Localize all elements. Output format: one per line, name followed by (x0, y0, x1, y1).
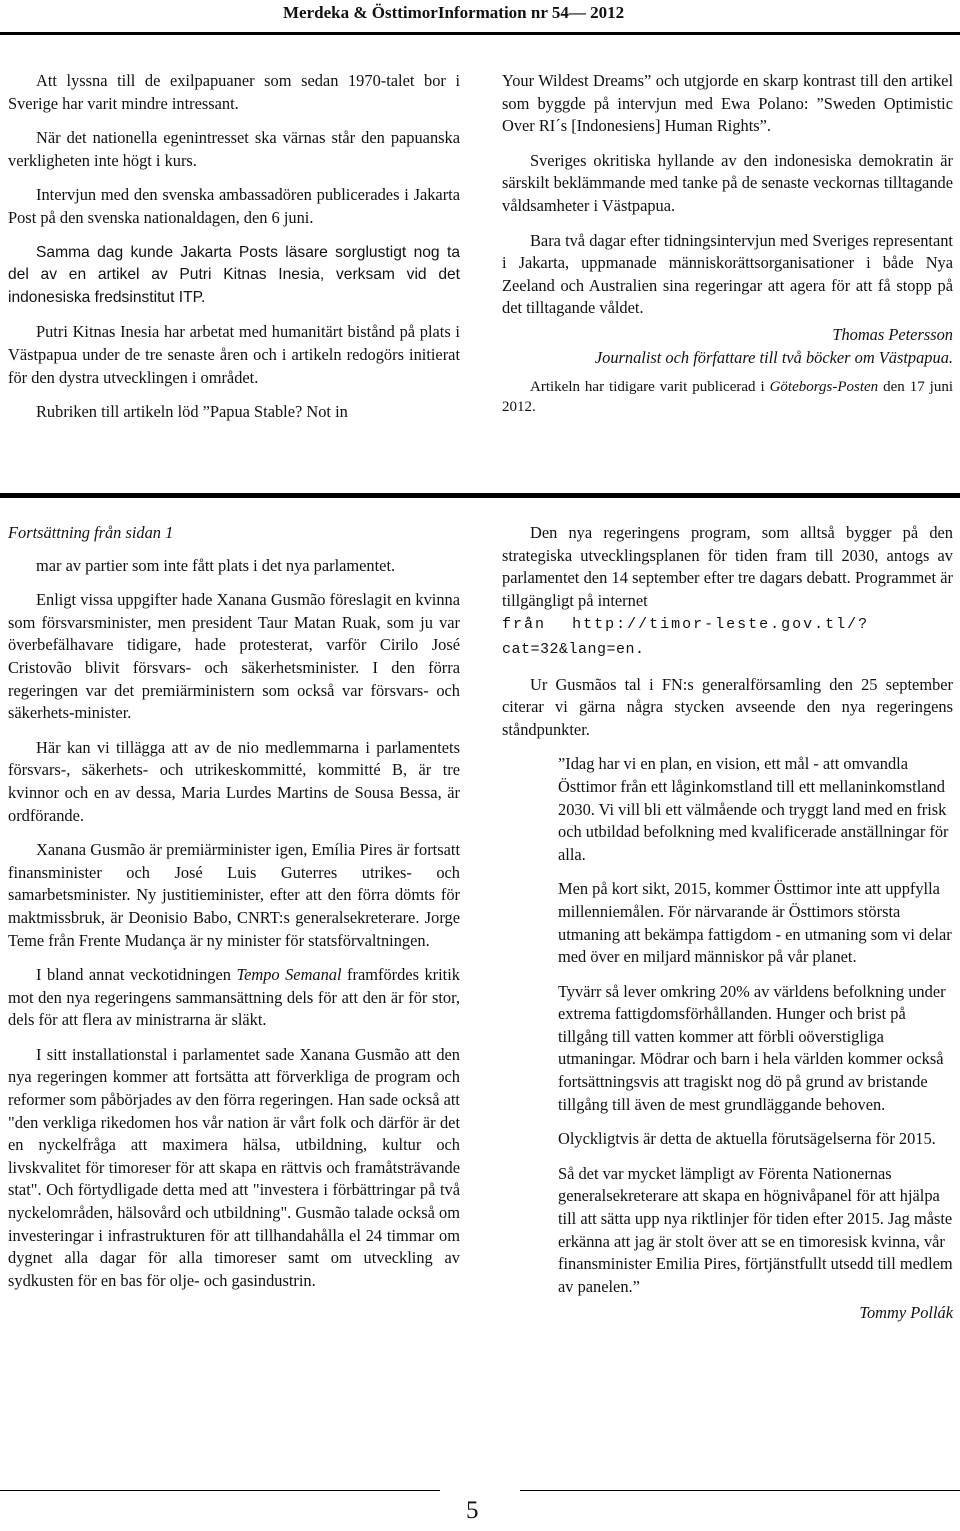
header-rule (0, 32, 960, 35)
paragraph: Rubriken till artikeln löd ”Papua Stable? Not in (36, 402, 348, 422)
publication-note (502, 377, 953, 417)
article1-left-column (8, 70, 460, 436)
quote-paragraph: Tyvärr så lever omkring 20% av världens befolkning under extrema fattigdomsförhållanden. Hunger och brist på tillgång till vatten kommer att förbli oöverstigliga utmaningar. Mödrar och barn i hela världen kommer också fortsättningsvis att tragiskt nog dö på grund av bristande tillgång till även de mest grundläggande behoven. (558, 981, 946, 1114)
url-line (502, 612, 953, 637)
author-name: Thomas Petersson (832, 324, 953, 344)
article1-right-column (502, 70, 953, 429)
publication-name: Tempo Semanal (236, 965, 342, 985)
page-header: Merdeka & ÖsttimorInformation nr 54— 2012 (283, 3, 625, 22)
note-suffix: den 17 juni 2012. (502, 379, 953, 416)
paragraph: I sitt installationstal i parlamentet sade Xanana Gusmão att den nya regeringen kommer att fortsätta att förverkliga de program och reformer som påbörjades av den förra regeringen. Han sade också att "den verkliga rikedomen hos vår nation är vårt folk och därför är det en nyckelfråga att maximera hälsa, utbildning, kultur och livskvalitet för timoreser för att skapa en rättvis och framåtsträvande stat". Och förtydligade detta med att "investera i förbättringar på två nyckelområden, hälsovård och utbildning". Gusmão talade också om investeringar i infrastrukturen för att tillhandahålla el 24 timmar om dygnet alla dagar för alla timoreser samt om utveckling av sydkusten för en bas för olje- och gasindustrin. (8, 1044, 460, 1290)
text: I bland annat veckotidningen (36, 965, 237, 985)
author-role: Journalist och författare till två böcker om Västpapua. (594, 347, 953, 367)
paragraph: Intervjun med den svenska ambassadören publicerades i Jakarta Post på den svenska nationaldagen, den 6 juni. (8, 185, 460, 227)
paragraph: Xanana Gusmão är premiärminister igen, Emília Pires är fortsatt finansminister och José Luis Guterres utrikes- och samarbetsminister. Ny justitieminister, efter att den förra dömts för maktmissbruk, är Deonisio Babo, CNRT:s generalsekreterare. Jorge Teme från Frente Mudança är ny minister för statsförvaltningen. (8, 840, 460, 950)
continued-label: Fortsättning från sidan 1 (8, 523, 174, 542)
footer-rule-right (520, 1490, 960, 1491)
quote-paragraph: Olyckligtvis är detta de aktuella förutsägelserna för 2015. (558, 1129, 936, 1149)
paragraph: Här kan vi tillägga att av de nio medlemmarna i parlamentets försvars-, säkerhets- och utrikeskommitté, kommitté B, är tre kvinnor och en av dessa, Maria Lurdes Martins de Sousa Bessa, är ordförande. (8, 737, 460, 825)
note-prefix: Artikeln har tidigare varit publicerad i (530, 379, 770, 396)
page-number: 5 (466, 1497, 479, 1524)
quote-paragraph: ”Idag har vi en plan, en vision, ett mål - att omvandla Östtimor från ett låginkomstland till ett mellaninkomstland 2030. Vi vill bli ett välmående och tryggt land med en frisk och utbildad befolkning med kvalificerade anställningar för alla. (558, 754, 949, 864)
article2-left-column (8, 522, 460, 1304)
text: framfördes kritik mot den nya regeringens sammansättning dels för att den är för stor, dels för att flera av ministrarna är släkt. (8, 965, 460, 1030)
paragraph: mar av partier som inte fått plats i det nya parlamentet. (36, 555, 396, 575)
paragraph: Putri Kitnas Inesia har arbetat med humanitärt bistånd på plats i Västpapua under de tre senaste åren och i artikeln redogörs initierat för den dystra utvecklingen i området. (8, 322, 460, 387)
paragraph: Bara två dagar efter tidningsintervjun med Sveriges representant i Jakarta, uppmanade människorättsorganisationer i både Nya Zeeland och Australien sina regeringar att agera för att få stopp på det tilltagande våldet. (502, 230, 953, 318)
paragraph: Ur Gusmãos tal i FN:s generalförsamling den 25 september citerar vi gärna några stycken avseende den nya regeringens ståndpunkter. (502, 674, 953, 739)
author-name: Tommy Pollák (859, 1303, 953, 1323)
paragraph (8, 964, 460, 1032)
section-divider (0, 493, 960, 498)
paragraph: Enligt vissa uppgifter hade Xanana Gusmão föreslagit en kvinna som försvarsminister, men president Taur Matan Ruak, som ju var överbefälhavare tidigare, hade protesterat, varför Cirilo José Cristovão blivit försvars- och säkerhetsminister. I den förra regeringen var det premiärministern som också var försvars- och säkerhets-minister. (8, 590, 460, 723)
speech-quote (558, 753, 953, 1298)
paragraph: Den nya regeringens program, som alltså bygger på den strategiska utvecklingsplanen för tiden fram till 2030, antogs av parlamentet den 14 september efter tre dagars debatt. Programmet är tillgängligt på internet (502, 523, 953, 610)
article2-right-column (502, 522, 953, 1325)
paragraph: Samma dag kunde Jakarta Posts läsare sorglustigt nog ta del av en artikel av Putri Kitnas Inesia, verksam vid det indonesiska fredsinstitut ITP. (8, 243, 460, 306)
url-link-continued[interactable]: cat=32&lang=en. (502, 640, 645, 658)
url-word: från (502, 616, 547, 634)
footer-rule-left (0, 1490, 440, 1491)
paragraph: Sveriges okritiska hyllande av den indonesiska demokratin är särskilt beklämmande med tanke på de senaste veckornas tilltagande våldsamheter i Västpapua. (502, 150, 953, 215)
quote-paragraph: Men på kort sikt, 2015, kommer Östtimor inte att uppfylla millenniemålen. För närvarande är Östtimors största utmaning att bekämpa fattigdom - en utmaning som vi delar med över en miljard människor på vår planet. (558, 879, 952, 967)
note-paper: Göteborgs-Posten (769, 379, 879, 396)
url-link[interactable]: http://timor-leste.gov.tl/? (572, 616, 870, 634)
url-line-2 (502, 637, 953, 662)
paragraph: Att lyssna till de exilpapuaner som sedan 1970-talet bor i Sverige har varit mindre intressant. (8, 71, 460, 113)
paragraph: När det nationella egenintresset ska värnas står den papuanska verkligheten inte högt i kurs. (8, 128, 460, 170)
paragraph: Your Wildest Dreams” och utgjorde en skarp kontrast till den artikel som byggde på intervjun med Ewa Polano: ”Sweden Optimistic Over RI´s [Indonesiens] Human Rights”. (502, 71, 953, 136)
quote-paragraph: Så det var mycket lämpligt av Förenta Nationernas generalsekreterare att skapa en högnivåpanel för att hjälpa till att sätta upp nya riktlinjer för tiden efter 2015. Jag måste erkänna att jag är stolt över att se en timoresisk kvinna, vår finansminister Emilia Pires, förtjänstfullt utsedd till medlem av panelen.” (558, 1163, 953, 1296)
